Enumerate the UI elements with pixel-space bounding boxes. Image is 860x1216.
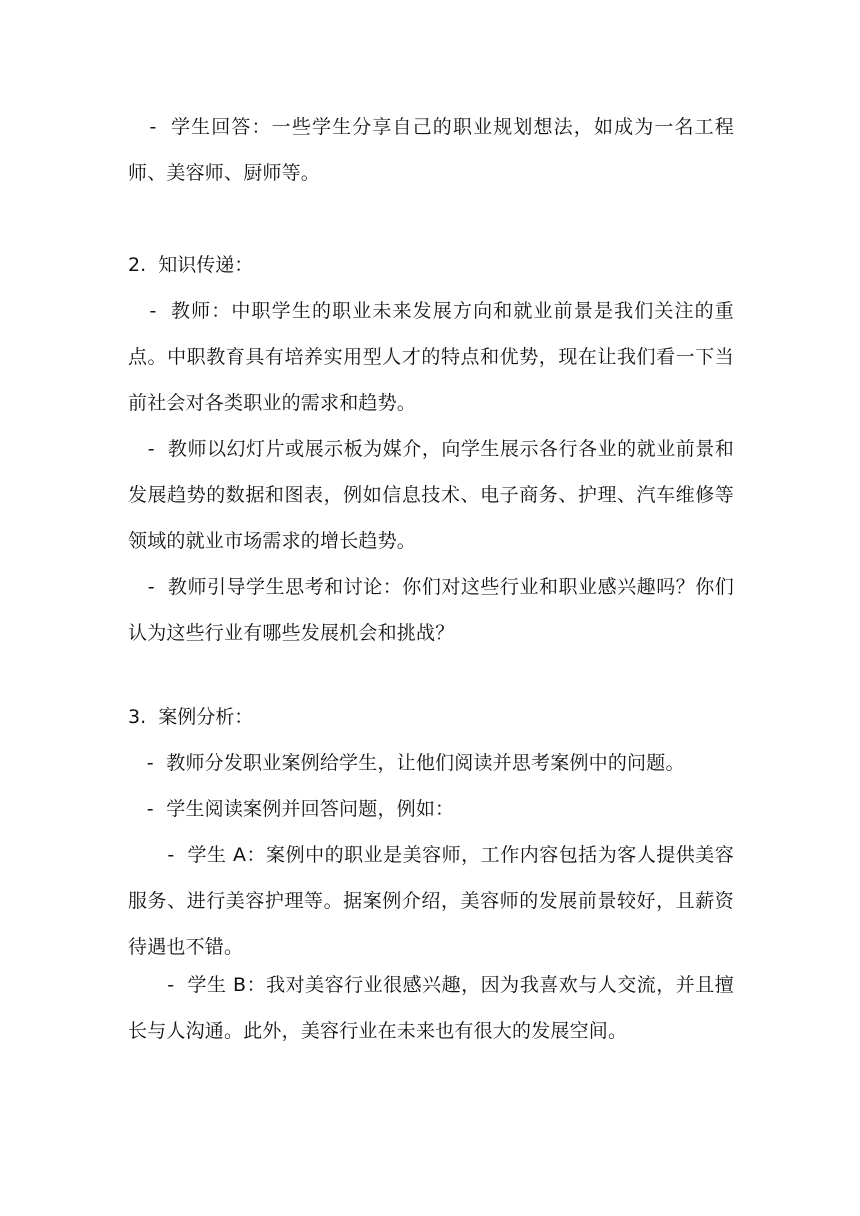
paragraph-student-b: - 学生 B：我对美容行业很感兴趣，因为我喜欢与人交流，并且擅长与人沟通。此外，美容行业在未来也有很大的发展空间。	[128, 974, 734, 1042]
paragraph-student-a: - 学生 A：案例中的职业是美容师，工作内容包括为客人提供美容服务、进行美容护理等。据案例介绍，美容师的发展前景较好，且薪资待遇也不错。	[128, 844, 735, 958]
paragraph-students-read: - 学生阅读案例并回答问题，例如：	[128, 798, 455, 820]
paragraph-teacher-slides: - 教师以幻灯片或展示板为媒介，向学生展示各行各业的就业前景和发展趋势的数据和图表，例如信息技术、电子商务、护理、汽车维修等领域的就业市场需求的增长趋势。	[128, 438, 734, 552]
paragraph-teacher-discussion: - 教师引导学生思考和讨论：你们对这些行业和职业感兴趣吗？你们认为这些行业有哪些发展机会和挑战？	[128, 576, 734, 644]
heading-knowledge-transfer: 2. 知识传递：	[128, 254, 254, 276]
paragraph-student-answer: - 学生回答：一些学生分享自己的职业规划想法，如成为一名工程师、美容师、厨师等。	[128, 116, 734, 184]
paragraph-teacher-cases: - 教师分发职业案例给学生，让他们阅读并思考案例中的问题。	[128, 752, 685, 774]
heading-case-analysis: 3. 案例分析：	[128, 706, 254, 728]
paragraph-teacher-intro: - 教师：中职学生的职业未来发展方向和就业前景是我们关注的重点。中职教育具有培养实用型人才的特点和优势，现在让我们看一下当前社会对各类职业的需求和趋势。	[128, 300, 734, 414]
